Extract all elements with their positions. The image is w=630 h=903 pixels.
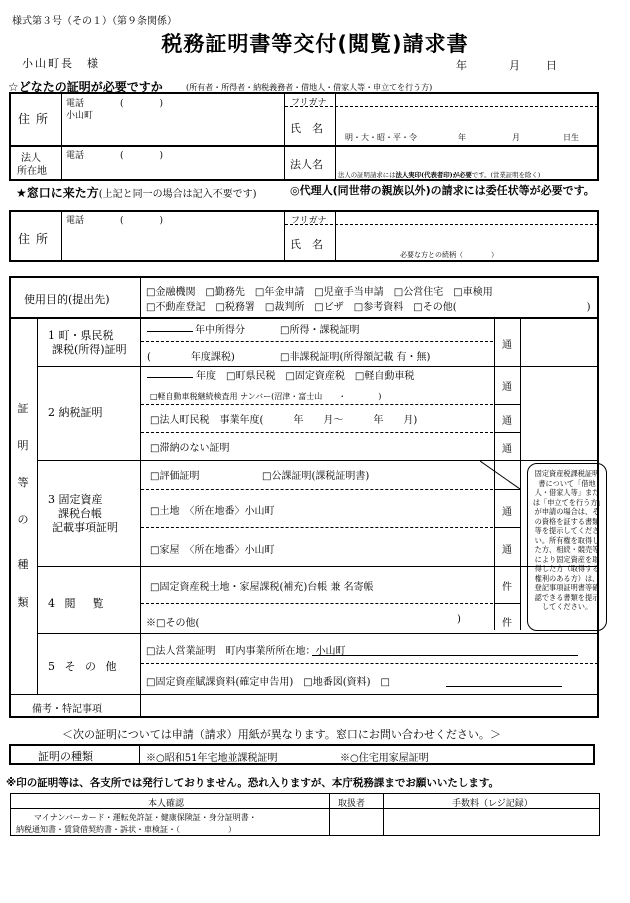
address-label: 住所 [18, 112, 55, 126]
birth-year: 年 [458, 133, 466, 142]
other-cert-item-1[interactable]: ※○昭和51年宅地並課税証明 [146, 753, 278, 764]
diagonal-slash [480, 461, 520, 489]
section3-label-2: 課税台帳 [58, 507, 102, 520]
purpose-label: 使用目的(提出先) [24, 293, 110, 306]
section2-label: 2 納税証明 [48, 406, 103, 419]
corp-address-label-1: 法人 [21, 153, 41, 164]
corp-phone-parens[interactable]: ( ) [120, 151, 164, 161]
section4-ledger-option[interactable]: □固定資産税土地・家屋課税(補充)台帳 兼 名寄帳 [150, 582, 374, 593]
whose-heading: ☆どなたの証明が必要ですか [8, 80, 163, 94]
furigana-label: フリガナ [291, 98, 327, 108]
side-char-4: の [17, 513, 29, 526]
section1-income-option[interactable]: □所得・課税証明 [280, 325, 360, 336]
section5-label: 5 そ の 他 [48, 660, 120, 673]
town-prefix: 小山町 [66, 111, 94, 121]
corp-seal-note: 法人の証明請求には法人実印(代表者印)が必要です。(営業証明を除く) [338, 171, 541, 179]
section1-unit: 通 [502, 340, 512, 351]
section1-label: 1 町・県民税 [48, 329, 114, 342]
section3-unit-1: 通 [502, 507, 512, 518]
form-title: 税務証明書等交付(閲覧)請求書 [161, 32, 469, 56]
corp-phone-label: 電話 [66, 151, 85, 161]
date-day: 日 [546, 59, 557, 72]
side-char-6: 類 [17, 596, 29, 609]
purpose-options-row1[interactable]: □金融機関 □勤務先 □年金申請 □児童手当申請 □公営住宅 □車検用 [146, 287, 493, 298]
section3-house-option[interactable]: □家屋 〈所在地番〉小山町 [150, 545, 275, 556]
section5-business-option[interactable]: □法人営業証明 町内事業所所在地：小山町 [146, 646, 346, 657]
purpose-options-row2[interactable]: □不動産登記 □税務署 □裁判所 □ビザ □参考資料 □その他( ) [146, 302, 591, 313]
fee-label: 手数料（レジ記録） [452, 799, 533, 809]
form-number: 様式第３号（その１）（第９条関係） [12, 16, 177, 27]
visitor-furigana-label: フリガナ [291, 216, 327, 226]
section5-assessment-option[interactable]: □固定資産賦課資料(確定申告用) □地番図(資料) □ [146, 677, 390, 688]
other-cert-label: 証明の種類 [38, 750, 93, 763]
visitor-address-label: 住所 [18, 232, 55, 246]
section4-other-option[interactable]: ※□その他( [146, 618, 200, 629]
other-cert-box [9, 744, 595, 765]
section3-valuation-option[interactable]: □評価証明 [150, 471, 200, 482]
other-cert-item-2[interactable]: ※○住宅用家屋証明 [340, 753, 429, 764]
id-docs-line-1: マイナンバーカード・運転免許証・健康保険証・身分証明書・ [34, 813, 257, 822]
side-char-1: 証 [17, 402, 29, 415]
different-form-notice: ＜次の証明については申請（請求）用紙が異なります。窓口にお問い合わせください。＞ [62, 728, 501, 741]
visitor-phone-label: 電話 [66, 216, 85, 226]
whose-subheading: (所有者・所得者・納税義務者・借地人・借家人等・申立てを行う方) [186, 83, 433, 92]
phone-label: 電話 [66, 99, 85, 109]
date-year: 年 [456, 59, 467, 72]
section2-unit-2: 通 [502, 416, 512, 427]
side-char-5: 種 [17, 558, 29, 571]
section3-land-option[interactable]: □土地 〈所在地番〉小山町 [150, 506, 275, 517]
phone-parens[interactable]: ( ) [120, 99, 164, 109]
identity-label: 本人確認 [148, 799, 185, 809]
branch-office-notice: ※印の証明等は、各支所では発行しておりません。恐れ入りますが、本庁税務課までお願いいたします。 [6, 777, 499, 789]
proxy-note: ◎代理人(同世帯の親族以外)の請求には委任状等が必要です。 [290, 184, 595, 197]
section4-unit-1: 件 [502, 582, 512, 593]
section1-label-2: 課税(所得)証明 [52, 343, 127, 356]
section1-year-label: 年中所得分 [195, 325, 245, 336]
id-docs-line-2: 納税通知書・賃貸借契約書・訴状・車検証・（ ） [16, 825, 236, 834]
visitor-name-label: 氏 名 [290, 238, 323, 251]
side-char-3: 等 [17, 476, 29, 489]
handler-label: 取扱者 [338, 799, 366, 809]
section2-corp-option[interactable]: □法人町民税 事業年度( 年 月～ 年 月) [150, 415, 418, 426]
birth-day: 日生 [563, 133, 579, 142]
birth-era-options[interactable]: 明・大・昭・平・令 [345, 133, 417, 142]
section1-tax-year[interactable]: ( 年度課税) [147, 352, 235, 363]
corp-address-label-2: 所在地 [17, 166, 47, 177]
section2-unit-1: 通 [502, 382, 512, 393]
corp-name-label: 法人名 [290, 158, 323, 171]
name-label: 氏 名 [290, 122, 323, 135]
section4-label: 4 閲 覧 [48, 597, 107, 610]
side-char-2: 明 [17, 439, 29, 452]
section4-unit-2: 件 [502, 618, 512, 629]
remarks-label: 備考・特記事項 [32, 704, 102, 715]
section3-unit-2: 通 [502, 545, 512, 556]
section3-label-3: 記載事項証明 [52, 521, 118, 534]
section2-unit-3: 通 [502, 444, 512, 455]
counter-heading: ★窓口に来た方(上記と同一の場合は記入不要です) [16, 186, 257, 200]
visitor-phone-parens[interactable]: ( ) [120, 216, 164, 226]
section4-other-close: ) [457, 614, 461, 625]
section2-tax-types[interactable]: 年度 □町県民税 □固定資産税 □軽自動車税 [196, 371, 415, 382]
relation-note[interactable]: 必要な方との続柄（ ） [400, 251, 498, 259]
addressee: 小山町長 様 [22, 57, 100, 70]
section2-no-arrears-option[interactable]: □滞納のない証明 [150, 443, 230, 454]
section3-label: 3 固定資産 [48, 493, 103, 506]
birth-month: 月 [512, 133, 520, 142]
date-month: 月 [509, 59, 520, 72]
section2-vehicle-option[interactable]: □軽自動車税継続検査用 ナンバー(沼津・富士山 ・ ) [150, 392, 382, 401]
section1-nontax-option[interactable]: □非課税証明(所得額記載 有・無) [280, 352, 431, 363]
section3-public-charge-option[interactable]: □公課証明(課税証明書) [262, 471, 370, 482]
property-tax-note: 固定資産税課税証明書について「借地人・借家人等」または「申立てを行う方」が申請の場合は、その資格を証する書類等を提示してください。所有権を取得した方、相続・競売等により固定資産を取得した方（取得する権利のある方）は、登記事項証明書等確認できる書類を提示してください。 [527, 463, 607, 631]
